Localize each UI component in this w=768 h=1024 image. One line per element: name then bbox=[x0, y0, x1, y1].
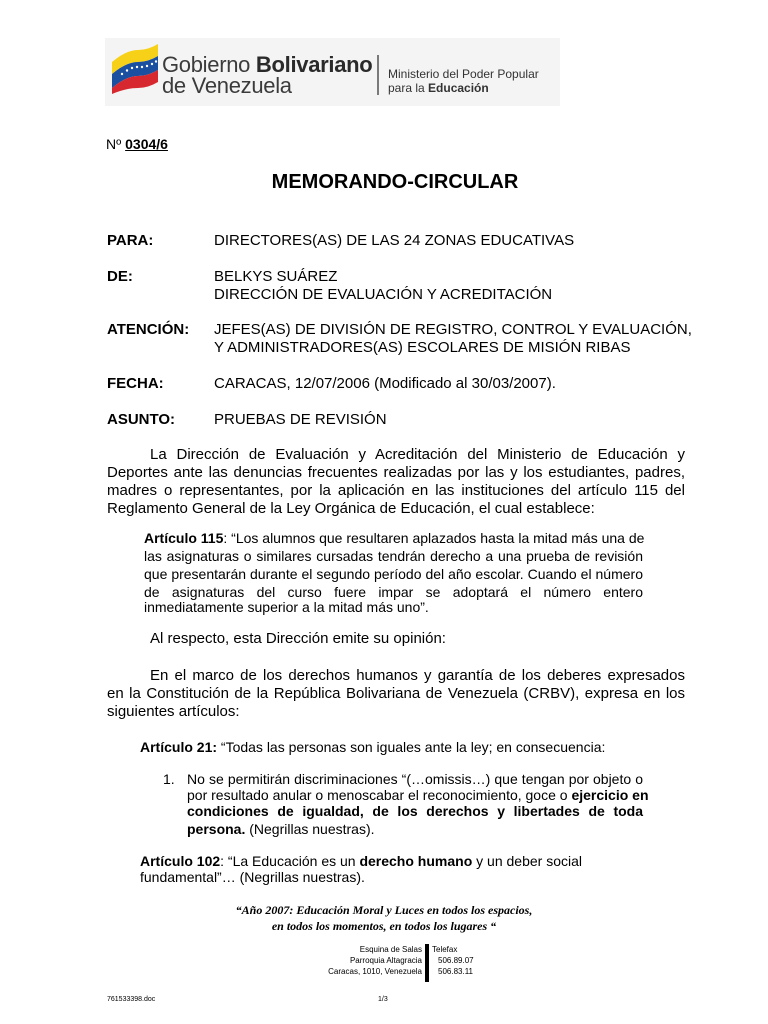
de-label: DE: bbox=[107, 268, 133, 285]
file-name: 761533398.doc bbox=[107, 996, 156, 1003]
article-115-line: inmediatamente superior a la mitad más uno”. bbox=[144, 599, 429, 615]
atencion-value-2: Y ADMINISTRADORES(AS) ESCOLARES DE MISIÓN RIBAS bbox=[214, 339, 631, 356]
fecha-value: CARACAS, 12/07/2006 (Modificado al 30/03/2007). bbox=[214, 375, 556, 392]
paragraph-line: siguientes artículos: bbox=[107, 703, 240, 720]
ministry-name: Ministerio del Poder Popular bbox=[388, 67, 539, 81]
fecha-label: FECHA: bbox=[107, 375, 164, 392]
list-item-line: por resultado anular o menoscabar el reconocimiento, goce o ejercicio en bbox=[187, 787, 649, 803]
memo-number: Nº 0304/6 bbox=[106, 136, 168, 152]
article-102-line: Artículo 102: “La Educación es un derecho humano y un deber social bbox=[140, 853, 582, 869]
phone-number: 506.83.11 bbox=[438, 967, 473, 976]
paragraph-line: Al respecto, esta Dirección emite su opinión: bbox=[150, 630, 446, 647]
government-country: de Venezuela bbox=[162, 73, 292, 98]
address-line: Parroquia Altagracia bbox=[349, 956, 422, 965]
article-21-line: Artículo 21: “Todas las personas son iguales ante la ley; en consecuencia: bbox=[140, 739, 606, 755]
footer-quote-line: en todos los momentos, en todos los lugares “ bbox=[271, 919, 497, 933]
paragraph-line: La Dirección de Evaluación y Acreditación del Ministerio de Educación y bbox=[150, 446, 685, 463]
de-value-office: DIRECCIÓN DE EVALUACIÓN Y ACREDITACIÓN bbox=[214, 286, 553, 303]
address-line: Esquina de Salas bbox=[359, 945, 422, 954]
header-divider bbox=[377, 55, 379, 95]
phone-number: 506.89.07 bbox=[438, 956, 474, 965]
paragraph-line: Reglamento General de la Ley Orgánica de Educación, el cual establece: bbox=[107, 500, 595, 517]
list-item-number: 1. bbox=[163, 771, 175, 787]
paragraph-line: En el marco de los derechos humanos y garantía de los deberes expresados bbox=[150, 667, 685, 684]
para-value: DIRECTORES(AS) DE LAS 24 ZONAS EDUCATIVAS bbox=[214, 232, 575, 249]
article-115-line: las asignaturas o similares cursadas tendrán derecho a una prueba de revisión bbox=[144, 548, 643, 564]
paragraph-line: Deportes ante las denuncias frecuentes realizadas por las y los estudiantes, padres, bbox=[107, 464, 685, 481]
footer-quote-line: “Año 2007: Educación Moral y Luces en todos los espacios, bbox=[235, 903, 533, 917]
government-name: Gobierno Bolivariano bbox=[162, 52, 373, 77]
paragraph-line: madres o representantes, por la aplicación en las instituciones del artículo 115 del bbox=[107, 482, 685, 499]
asunto-label: ASUNTO: bbox=[107, 411, 176, 428]
venezuela-flag-logo bbox=[108, 42, 162, 94]
telefax-label: Telefax bbox=[432, 945, 458, 954]
asunto-value: PRUEBAS DE REVISIÓN bbox=[214, 411, 387, 428]
paragraph-line: en la Constitución de la República Bolivariana de Venezuela (CRBV), expresa en los bbox=[107, 685, 685, 702]
atencion-label: ATENCIÓN: bbox=[107, 321, 190, 338]
atencion-value-1: JEFES(AS) DE DIVISIÓN DE REGISTRO, CONTROL Y EVALUACIÓN, bbox=[214, 321, 692, 338]
para-label: PARA: bbox=[107, 232, 154, 249]
ministry-education: para la Educación bbox=[388, 81, 489, 95]
list-item-line: condiciones de igualdad, de los derechos y libertades de toda bbox=[187, 803, 643, 819]
article-102-line: fundamental”… (Negrillas nuestras). bbox=[140, 869, 365, 885]
article-115-line: de asignaturas del curso fuere impar se adoptará el número entero bbox=[144, 584, 643, 600]
list-item-line: No se permitirán discriminaciones “(…omissis…) que tengan por objeto o bbox=[187, 771, 643, 787]
memo-title: MEMORANDO-CIRCULAR bbox=[271, 171, 519, 193]
de-value-name: BELKYS SUÁREZ bbox=[214, 268, 338, 285]
page-number: 1/3 bbox=[378, 996, 388, 1003]
article-115-line: Artículo 115: “Los alumnos que resultaren aplazados hasta la mitad más una de bbox=[144, 530, 645, 546]
article-115-line: que presentarán durante el segundo período del año escolar. Cuando el número bbox=[144, 566, 643, 582]
address-line: Caracas, 1010, Venezuela bbox=[328, 967, 422, 976]
address-divider bbox=[425, 944, 429, 982]
list-item-line: persona. (Negrillas nuestras). bbox=[187, 821, 375, 837]
